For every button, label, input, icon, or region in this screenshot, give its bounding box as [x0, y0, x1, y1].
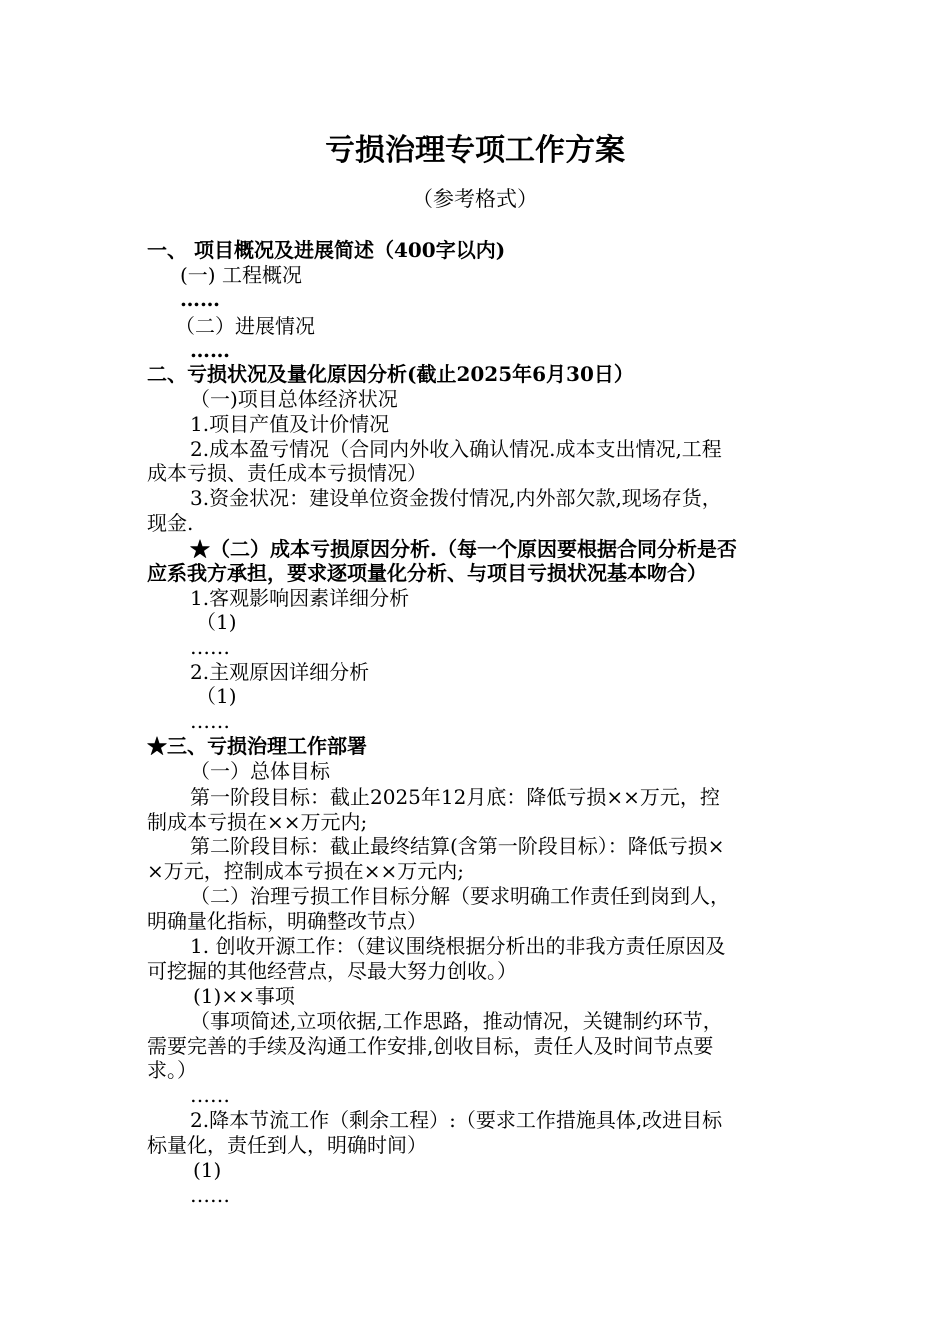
paragraph-line: 第二阶段目标：截止最终结算(含第一阶段目标）：降低亏损× [190, 834, 725, 858]
paragraph-line: 1. 创收开源工作：（建议围绕根据分析出的非我方责任原因及 [190, 934, 726, 958]
paragraph-line: 1.客观影响因素详细分析 [190, 586, 410, 610]
list-item: (1) [193, 1158, 222, 1182]
paragraph-line: 第一阶段目标：截止2025年12月底：降低亏损××万元，控 [190, 785, 720, 809]
paragraph-line: 需要完善的手续及沟通工作安排,创收目标，责任人及时间节点要 [147, 1034, 714, 1058]
subsection-heading: (一) 工程概况 [180, 263, 302, 287]
subsection-heading: （二）进展情况 [175, 314, 315, 338]
ellipsis: …… [190, 1183, 230, 1207]
paragraph-line: ×万元，控制成本亏损在××万元内; [147, 859, 465, 883]
subsection-heading: （二）治理亏损工作目标分解（要求明确工作责任到岗到人， [190, 884, 730, 908]
section-3-heading: ★三、亏损治理工作部署 [147, 734, 367, 758]
list-item: (1)××事项 [193, 984, 295, 1008]
paragraph-line: 2.成本盈亏情况（合同内外收入确认情况.成本支出情况,工程 [190, 437, 722, 461]
list-item: （1) [196, 684, 237, 708]
paragraph-line: 1.项目产值及计价情况 [190, 412, 390, 436]
document-subtitle: （参考格式） [412, 187, 538, 211]
ellipsis: …… [190, 1083, 230, 1107]
paragraph-line: 可挖掘的其他经营点，尽最大努力创收。） [147, 959, 517, 983]
paragraph-line: 标量化，责任到人，明确时间） [147, 1133, 427, 1157]
ellipsis: …… [190, 635, 230, 659]
paragraph-line: 2.降本节流工作（剩余工程）:（要求工作措施具体,改进目标 [190, 1108, 723, 1132]
paragraph-line: 求。） [147, 1058, 197, 1082]
ellipsis: …… [190, 338, 230, 362]
starred-subsection-heading: ★（二）成本亏损原因分析.（每一个原因要根据合同分析是否 [190, 537, 737, 561]
paragraph-line: 成本亏损、责任成本亏损情况） [147, 461, 427, 485]
list-item: （1) [196, 610, 237, 634]
paragraph-line: （事项简述,立项依据,工作思路，推动情况，关键制约环节， [190, 1009, 723, 1033]
paragraph-line: 现金. [147, 511, 194, 535]
document-title: 亏损治理专项工作方案 [325, 133, 625, 168]
ellipsis: …… [190, 709, 230, 733]
section-2-heading: 二、亏损状况及量化原因分析(截止2025年6月30日） [147, 362, 634, 386]
subsection-heading: （一）总体目标 [190, 759, 330, 783]
section-1-heading: 一、 项目概况及进展简述（400字以内) [147, 238, 506, 262]
paragraph-line: 制成本亏损在××万元内; [147, 810, 368, 834]
paragraph-line: 明确量化指标，明确整改节点） [147, 909, 427, 933]
starred-subsection-heading: 应系我方承担，要求逐项量化分析、与项目亏损状况基本吻合） [147, 561, 707, 585]
ellipsis: …… [180, 287, 220, 311]
subsection-heading: （一)项目总体经济状况 [190, 387, 398, 411]
paragraph-line: 3.资金状况：建设单位资金拨付情况,内外部欠款,现场存货， [190, 486, 722, 510]
paragraph-line: 2.主观原因详细分析 [190, 660, 370, 684]
